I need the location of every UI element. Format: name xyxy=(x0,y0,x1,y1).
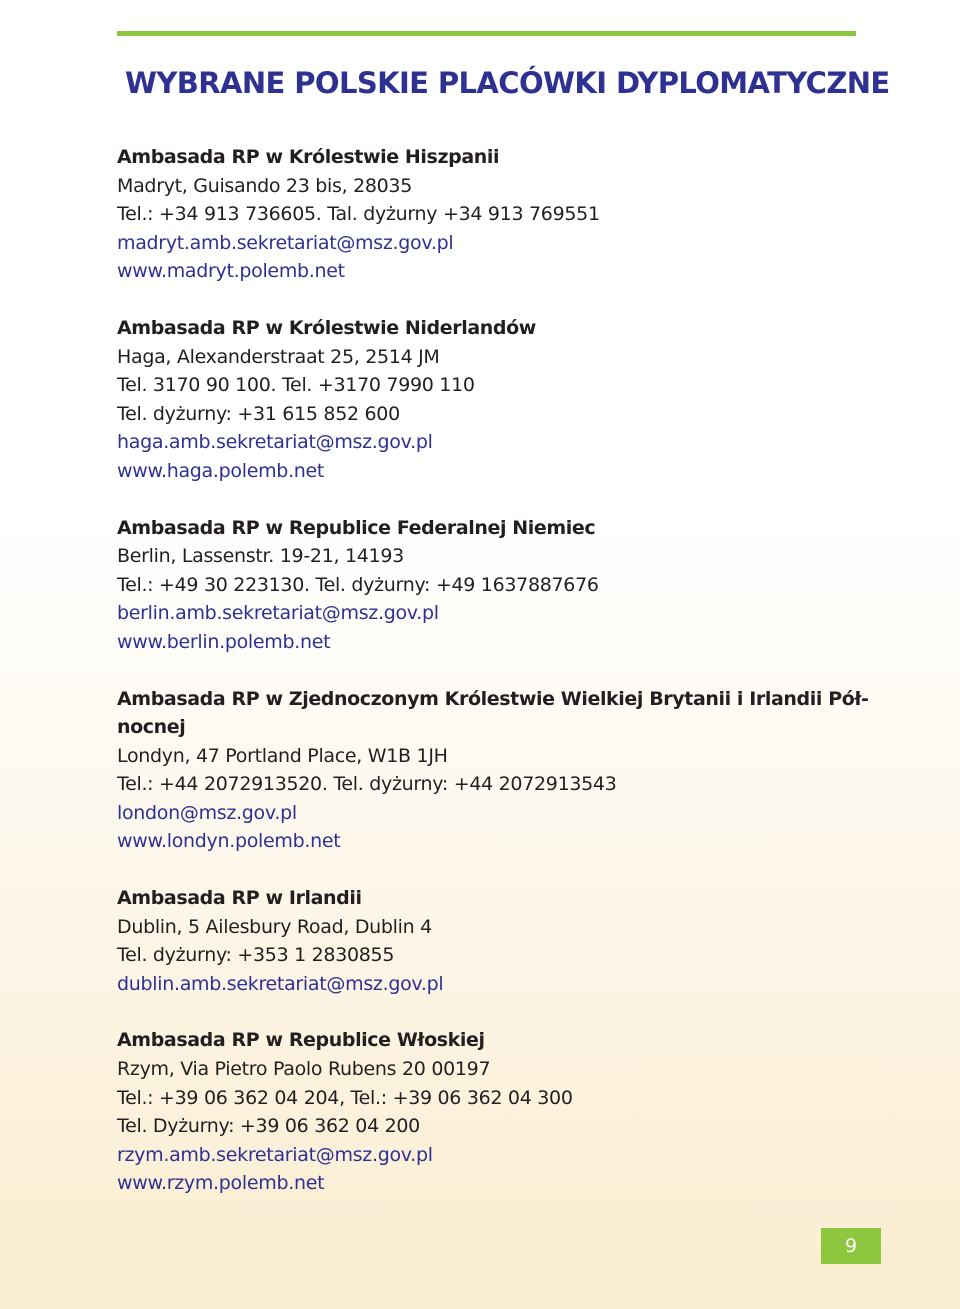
embassy-phone: Tel. 3170 90 100. Tel. +3170 7990 110 xyxy=(117,374,475,397)
embassy-list xyxy=(117,143,869,1226)
embassy-united-kingdom xyxy=(117,685,869,857)
embassy-phone: Tel.: +49 30 223130. Tel. dyżurny: +49 1637887676 xyxy=(117,573,599,596)
embassy-duty-phone: Tel. Dyżurny: +39 06 362 04 200 xyxy=(117,1115,420,1138)
embassy-address: Londyn, 47 Portland Place, W1B 1JH xyxy=(117,744,448,767)
embassy-name: Ambasada RP w Królestwie Niderlandów xyxy=(117,316,536,339)
embassy-email-link[interactable]: rzym.amb.sekretariat@msz.gov.pl xyxy=(117,1143,433,1166)
embassy-phone: Tel.: +39 06 362 04 204, Tel.: +39 06 362 04 300 xyxy=(117,1086,573,1109)
embassy-address: Haga, Alexanderstraat 25, 2514 JM xyxy=(117,345,440,368)
embassy-name: Ambasada RP w Irlandii xyxy=(117,887,362,910)
embassy-email-link[interactable]: london@msz.gov.pl xyxy=(117,801,297,824)
page-title: WYBRANE POLSKIE PLACÓWKI DYPLOMATYCZNE xyxy=(125,66,890,100)
embassy-address: Rzym, Via Pietro Paolo Rubens 20 00197 xyxy=(117,1058,491,1081)
embassy-email-link[interactable]: dublin.amb.sekretariat@msz.gov.pl xyxy=(117,972,444,995)
embassy-name: Ambasada RP w Republice Federalnej Niemiec xyxy=(117,516,596,539)
embassy-website-link[interactable]: www.rzym.polemb.net xyxy=(117,1172,325,1195)
embassy-website-link[interactable]: www.haga.polemb.net xyxy=(117,459,325,482)
embassy-email-link[interactable]: berlin.amb.sekretariat@msz.gov.pl xyxy=(117,602,439,625)
embassy-website-link[interactable]: www.londyn.polemb.net xyxy=(117,830,341,853)
embassy-ireland xyxy=(117,884,837,998)
embassy-website-link[interactable]: www.madryt.polemb.net xyxy=(117,260,345,283)
embassy-germany xyxy=(117,514,837,657)
embassy-spain xyxy=(117,143,837,286)
embassy-website-link[interactable]: www.berlin.polemb.net xyxy=(117,630,331,653)
embassy-phone: Tel.: +44 2072913520. Tel. dyżurny: +44 2072913543 xyxy=(117,773,617,796)
embassy-italy xyxy=(117,1026,837,1198)
top-divider xyxy=(117,31,856,36)
embassy-address: Dublin, 5 Ailesbury Road, Dublin 4 xyxy=(117,915,432,938)
embassy-phone: Tel. dyżurny: +353 1 2830855 xyxy=(117,944,395,967)
embassy-name-line-1: Ambasada RP w Zjednoczonym Królestwie Wielkiej Brytanii i Irlandii Pół- xyxy=(117,687,869,710)
embassy-address: Madryt, Guisando 23 bis, 28035 xyxy=(117,174,413,197)
page-number: 9 xyxy=(821,1228,881,1264)
embassy-email-link[interactable]: madryt.amb.sekretariat@msz.gov.pl xyxy=(117,231,454,254)
embassy-netherlands xyxy=(117,314,837,486)
embassy-email-link[interactable]: haga.amb.sekretariat@msz.gov.pl xyxy=(117,431,433,454)
embassy-name: Ambasada RP w Republice Włoskiej xyxy=(117,1029,485,1052)
embassy-phone: Tel.: +34 913 736605. Tal. dyżurny +34 913 769551 xyxy=(117,203,600,226)
embassy-duty-phone: Tel. dyżurny: +31 615 852 600 xyxy=(117,402,400,425)
embassy-name-line-2: nocnej xyxy=(117,716,186,739)
embassy-address: Berlin, Lassenstr. 19-21, 14193 xyxy=(117,545,404,568)
embassy-name: Ambasada RP w Królestwie Hiszpanii xyxy=(117,146,500,168)
